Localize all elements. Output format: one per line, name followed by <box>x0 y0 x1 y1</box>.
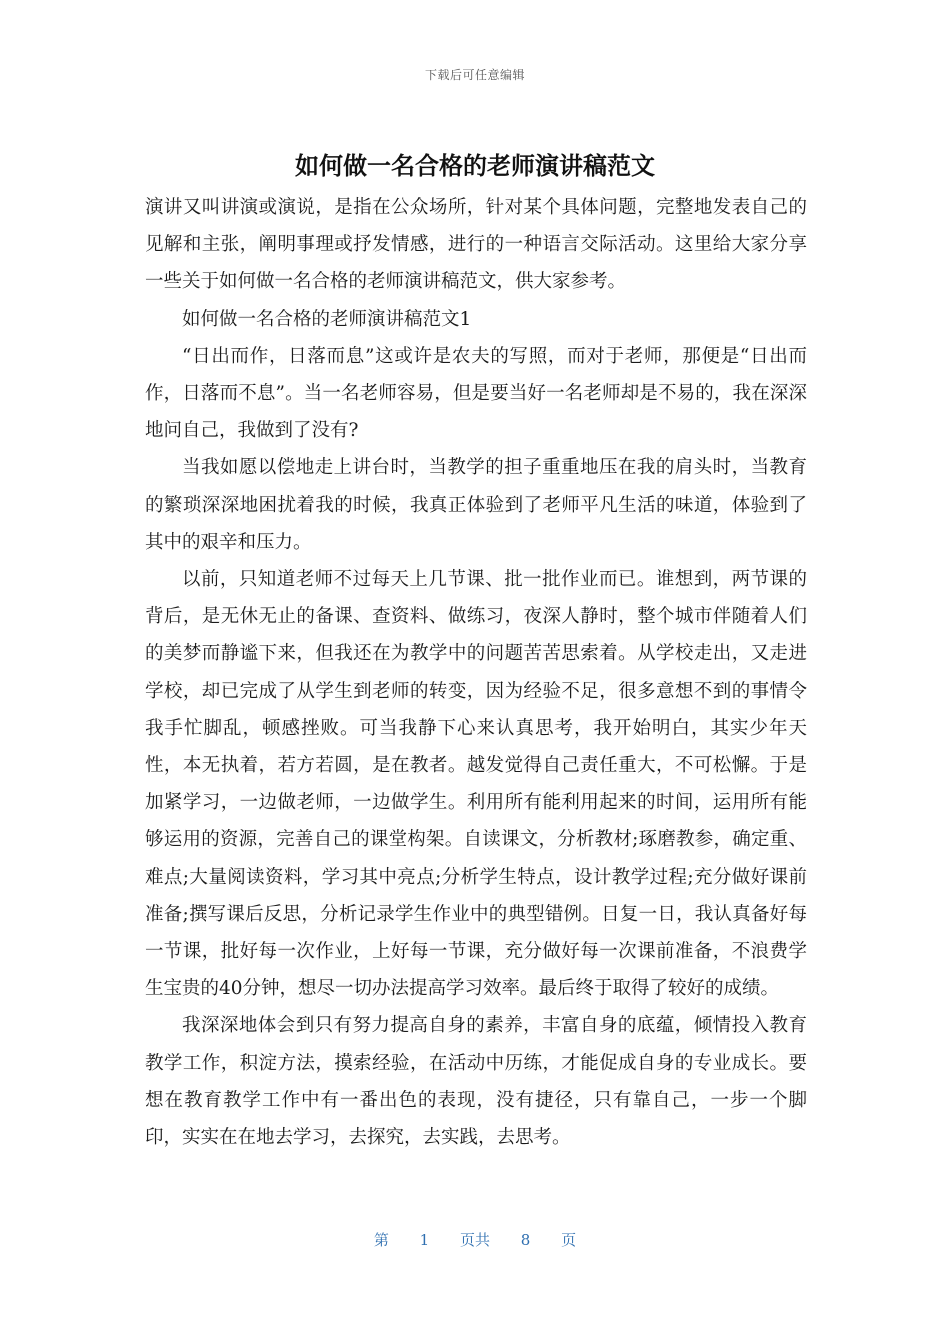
footer-total-pages: 8 <box>520 1231 531 1249</box>
page-footer <box>0 1229 950 1250</box>
paragraph-intro: 演讲又叫讲演或演说，是指在公众场所，针对某个具体问题，完整地发表自己的见解和主张，阐明事理或抒发情感，进行的一种语言交际活动。这里给大家分享一些关于如何做一名合格的老师演讲稿范文，供大家参考。 <box>145 197 807 293</box>
header-note: 下载后可任意编辑 <box>424 68 525 82</box>
footer-current-page: 1 <box>419 1231 430 1249</box>
document-title: 如何做一名合格的老师演讲稿范文 <box>295 152 655 180</box>
paragraph: 我深深地体会到只有努力提高自身的素养，丰富自身的底蕴，倾情投入教育教学工作，积淀方法，摸索经验，在活动中历练，才能促成自身的专业成长。要想在教育教学工作中有一番出色的表现，没有捷径，只有靠自己，一步一个脚印，实实在在地去学习，去探究，去实践，去思考。 <box>145 1015 807 1149</box>
footer-middle: 页共 <box>459 1231 490 1249</box>
document-body <box>145 189 807 1156</box>
footer-prefix: 第 <box>373 1231 389 1249</box>
paragraph-section-heading: 如何做一名合格的老师演讲稿范文1 <box>182 308 472 330</box>
paragraph: 以前，只知道老师不过每天上几节课、批一批作业而已。谁想到，两节课的背后，是无休无止的备课、查资料、做练习，夜深人静时，整个城市伴随着人们的美梦而静谧下来，但我还在为教学中的问题苦苦思索着。从学校走出，又走进学校，却已完成了从学生到老师的转变，因为经验不足，很多意想不到的事情令我手忙脚乱，顿感挫败。可当我静下心来认真思考，我开始明白，其实少年天性，本无执着，若方若圆，是在教者。越发觉得自己责任重大，不可松懈。于是加紧学习，一边做老师，一边做学生。利用所有能利用起来的时间，运用所有能够运用的资源，完善自己的课堂构架。自读课文，分析教材;琢磨教参，确定重、难点;大量阅读资料，学习其中亮点;分析学生特点，设计教学过程;充分做好课前准备;撰写课后反思，分析记录学生作业中的典型错例。日复一日，我认真备好每一节课，批好每一次作业，上好每一节课，充分做好每一次课前准备，不浪费学生宝贵的40分钟，想尽一切办法提高学习效率。最后终于取得了较好的成绩。 <box>145 569 807 1000</box>
paragraph: 当我如愿以偿地走上讲台时，当教学的担子重重地压在我的肩头时，当教育的繁琐深深地困扰着我的时候，我真正体验到了老师平凡生活的味道，体验到了其中的艰辛和压力。 <box>145 457 807 553</box>
paragraph: “日出而作，日落而息”这或许是农夫的写照，而对于老师，那便是“日出而作，日落而不息”。当一名老师容易，但是要当好一名老师却是不易的，我在深深地问自己，我做到了没有? <box>145 345 807 442</box>
footer-suffix: 页 <box>561 1231 577 1249</box>
